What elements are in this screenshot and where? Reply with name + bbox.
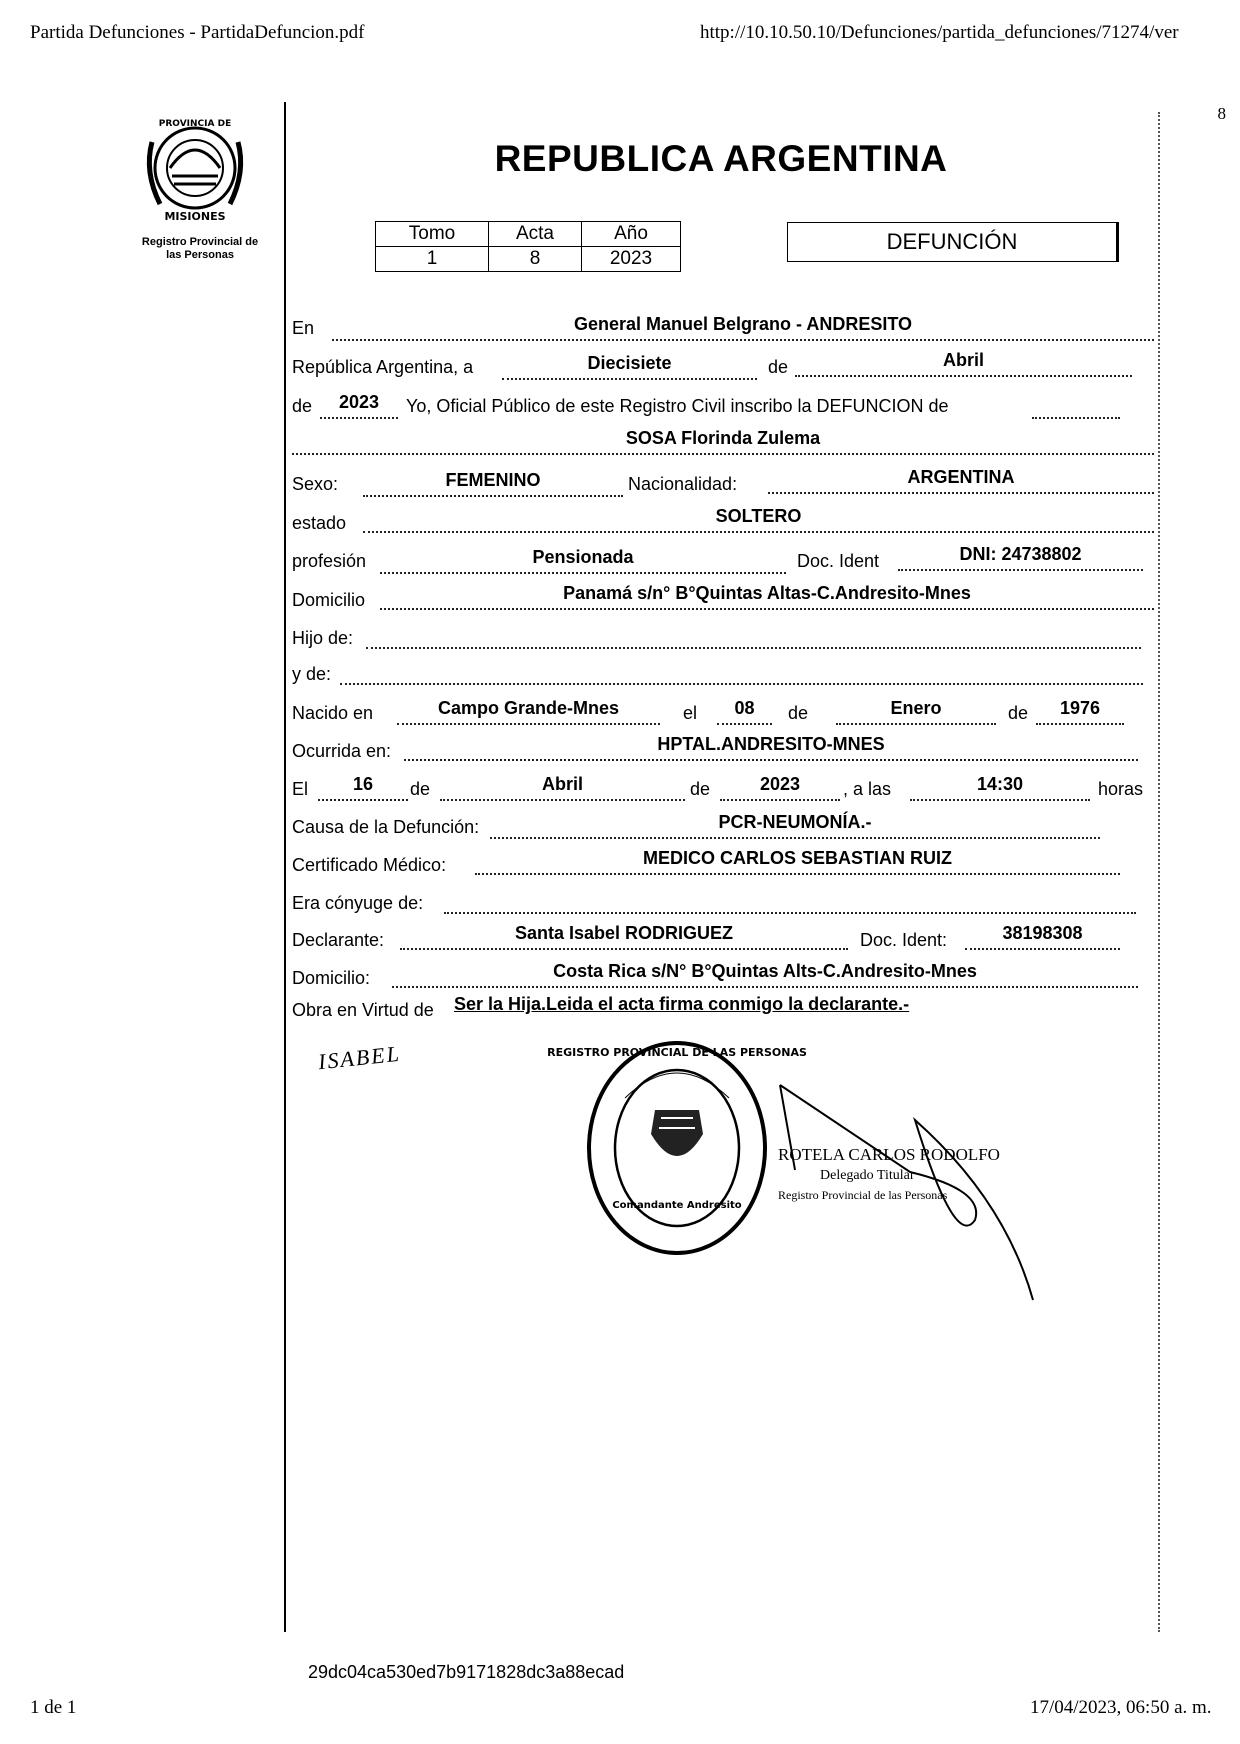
logo-caption-line2: las Personas bbox=[166, 249, 234, 261]
field-declarante-doc: 38198308 bbox=[965, 922, 1120, 950]
document-type-box: DEFUNCIÓN bbox=[787, 222, 1119, 262]
anio-header: Año bbox=[582, 222, 681, 247]
field-nacido-mes: Enero bbox=[836, 697, 996, 725]
print-header-title: Partida Defunciones - PartidaDefuncion.pdf bbox=[30, 22, 365, 43]
field-domicilio: Panamá s/n° B°Quintas Altas-C.Andresito-Mnes bbox=[380, 582, 1154, 610]
declarant-signature: ISABEL bbox=[316, 1040, 402, 1075]
document-title: REPUBLICA ARGENTINA bbox=[494, 138, 948, 179]
label-inscribe: Yo, Oficial Público de este Registro Civil inscribo la DEFUNCION de bbox=[406, 396, 949, 416]
field-nombre: SOSA Florinda Zulema bbox=[292, 427, 1154, 455]
field-causa: PCR-NEUMONÍA.- bbox=[490, 811, 1100, 839]
field-ocurrida: HPTAL.ANDRESITO-MNES bbox=[404, 733, 1138, 761]
label-horas: horas bbox=[1098, 779, 1144, 799]
field-nacido-lugar: Campo Grande-Mnes bbox=[397, 697, 660, 725]
field-declarante-domicilio: Costa Rica s/N° B°Quintas Alts-C.Andresito-Mnes bbox=[392, 960, 1138, 988]
field-muerte-mes: Abril bbox=[440, 773, 685, 801]
label-de-3: de bbox=[788, 703, 809, 723]
label-de-6: de bbox=[690, 779, 711, 799]
anio-value: 2023 bbox=[582, 247, 681, 272]
label-domicilio-declarante: Domicilio: bbox=[292, 968, 371, 988]
label-en: En bbox=[292, 318, 315, 338]
label-de-1: de bbox=[768, 357, 789, 377]
left-margin-rule bbox=[284, 102, 286, 1632]
field-profesion: Pensionada bbox=[380, 546, 786, 574]
field-dia-texto: Diecisiete bbox=[502, 352, 757, 380]
field-sexo: FEMENINO bbox=[363, 469, 623, 497]
book-reference-table bbox=[375, 221, 681, 272]
label-certificado: Certificado Médico: bbox=[292, 855, 447, 875]
label-nacionalidad: Nacionalidad: bbox=[628, 474, 738, 494]
label-doc-ident-declarante: Doc. Ident: bbox=[860, 930, 948, 950]
field-muerte-dia: 16 bbox=[318, 773, 408, 801]
label-el: el bbox=[683, 703, 698, 723]
field-muerte-anio: 2023 bbox=[720, 773, 840, 801]
stamp-officer-role: Delegado Titular bbox=[820, 1168, 915, 1183]
label-de-5: de bbox=[410, 779, 431, 799]
right-margin-rule bbox=[1158, 112, 1160, 1632]
field-lugar: General Manuel Belgrano - ANDRESITO bbox=[332, 313, 1154, 341]
field-nacido-anio: 1976 bbox=[1036, 697, 1124, 725]
label-a-las: , a las bbox=[843, 779, 892, 799]
stamp-officer-name: ROTELA CARLOS RODOLFO bbox=[778, 1145, 1000, 1164]
acta-header: Acta bbox=[489, 222, 582, 247]
stamp-registry: Registro Provincial de las Personas bbox=[778, 1188, 948, 1202]
label-hijo-de: Hijo de: bbox=[292, 628, 354, 648]
label-republica: República Argentina, a bbox=[292, 357, 474, 377]
field-mes: Abril bbox=[795, 349, 1132, 377]
tomo-header: Tomo bbox=[376, 222, 489, 247]
emblem-top-text: PROVINCIA DE bbox=[158, 119, 232, 129]
field-anio: 2023 bbox=[320, 391, 398, 419]
field-conyuge bbox=[444, 886, 1136, 914]
label-y-de: y de: bbox=[292, 664, 332, 684]
field-hijo-de bbox=[366, 621, 1141, 649]
logo-caption-line1: Registro Provincial de bbox=[141, 236, 259, 248]
print-footer-pages: 1 de 1 bbox=[30, 1697, 77, 1718]
print-header-url: http://10.10.50.10/Defunciones/partida_defunciones/71274/ver bbox=[700, 22, 1179, 43]
page-number: 8 bbox=[1217, 104, 1226, 123]
field-certificado: MEDICO CARLOS SEBASTIAN RUIZ bbox=[475, 847, 1120, 875]
label-estado: estado bbox=[292, 513, 347, 533]
field-muerte-hora: 14:30 bbox=[910, 773, 1090, 801]
field-obra: Ser la Hija.Leida el acta firma conmigo la declarante.- bbox=[454, 994, 910, 1014]
field-estado: SOLTERO bbox=[363, 505, 1154, 533]
label-conyuge: Era cónyuge de: bbox=[292, 893, 424, 913]
logo-caption bbox=[120, 236, 280, 262]
acta-value: 8 bbox=[489, 247, 582, 272]
document-hash: 29dc04ca530ed7b9171828dc3a88ecad bbox=[308, 1662, 625, 1682]
label-el-cap: El bbox=[292, 779, 309, 799]
seal-inner-text: Comandante Andresito bbox=[612, 1200, 742, 1211]
emblem-bottom-text: MISIONES bbox=[164, 210, 226, 223]
field-doc: DNI: 24738802 bbox=[898, 543, 1143, 571]
tomo-value: 1 bbox=[376, 247, 489, 272]
seal-ring-text: REGISTRO PROVINCIAL DE LAS PERSONAS bbox=[547, 1046, 807, 1059]
label-de-2: de bbox=[292, 396, 313, 416]
label-doc-ident: Doc. Ident bbox=[797, 551, 880, 571]
field-declarante: Santa Isabel RODRIGUEZ bbox=[400, 922, 848, 950]
label-domicilio: Domicilio bbox=[292, 590, 366, 610]
province-emblem-icon bbox=[140, 112, 260, 224]
field-nacionalidad: ARGENTINA bbox=[768, 466, 1154, 494]
field-inscribe-blank bbox=[1032, 391, 1120, 419]
label-nacido-en: Nacido en bbox=[292, 703, 374, 723]
label-declarante: Declarante: bbox=[292, 930, 385, 950]
official-seal-icon bbox=[547, 1038, 807, 1258]
label-causa: Causa de la Defunción: bbox=[292, 817, 480, 837]
label-de-4: de bbox=[1008, 703, 1029, 723]
print-footer-timestamp: 17/04/2023, 06:50 a. m. bbox=[1030, 1697, 1212, 1718]
label-obra: Obra en Virtud de bbox=[292, 1000, 434, 1020]
field-nacido-dia: 08 bbox=[717, 697, 772, 725]
label-sexo: Sexo: bbox=[292, 474, 339, 494]
field-y-de bbox=[340, 657, 1143, 685]
label-ocurrida-en: Ocurrida en: bbox=[292, 741, 392, 761]
label-profesion: profesión bbox=[292, 551, 367, 571]
